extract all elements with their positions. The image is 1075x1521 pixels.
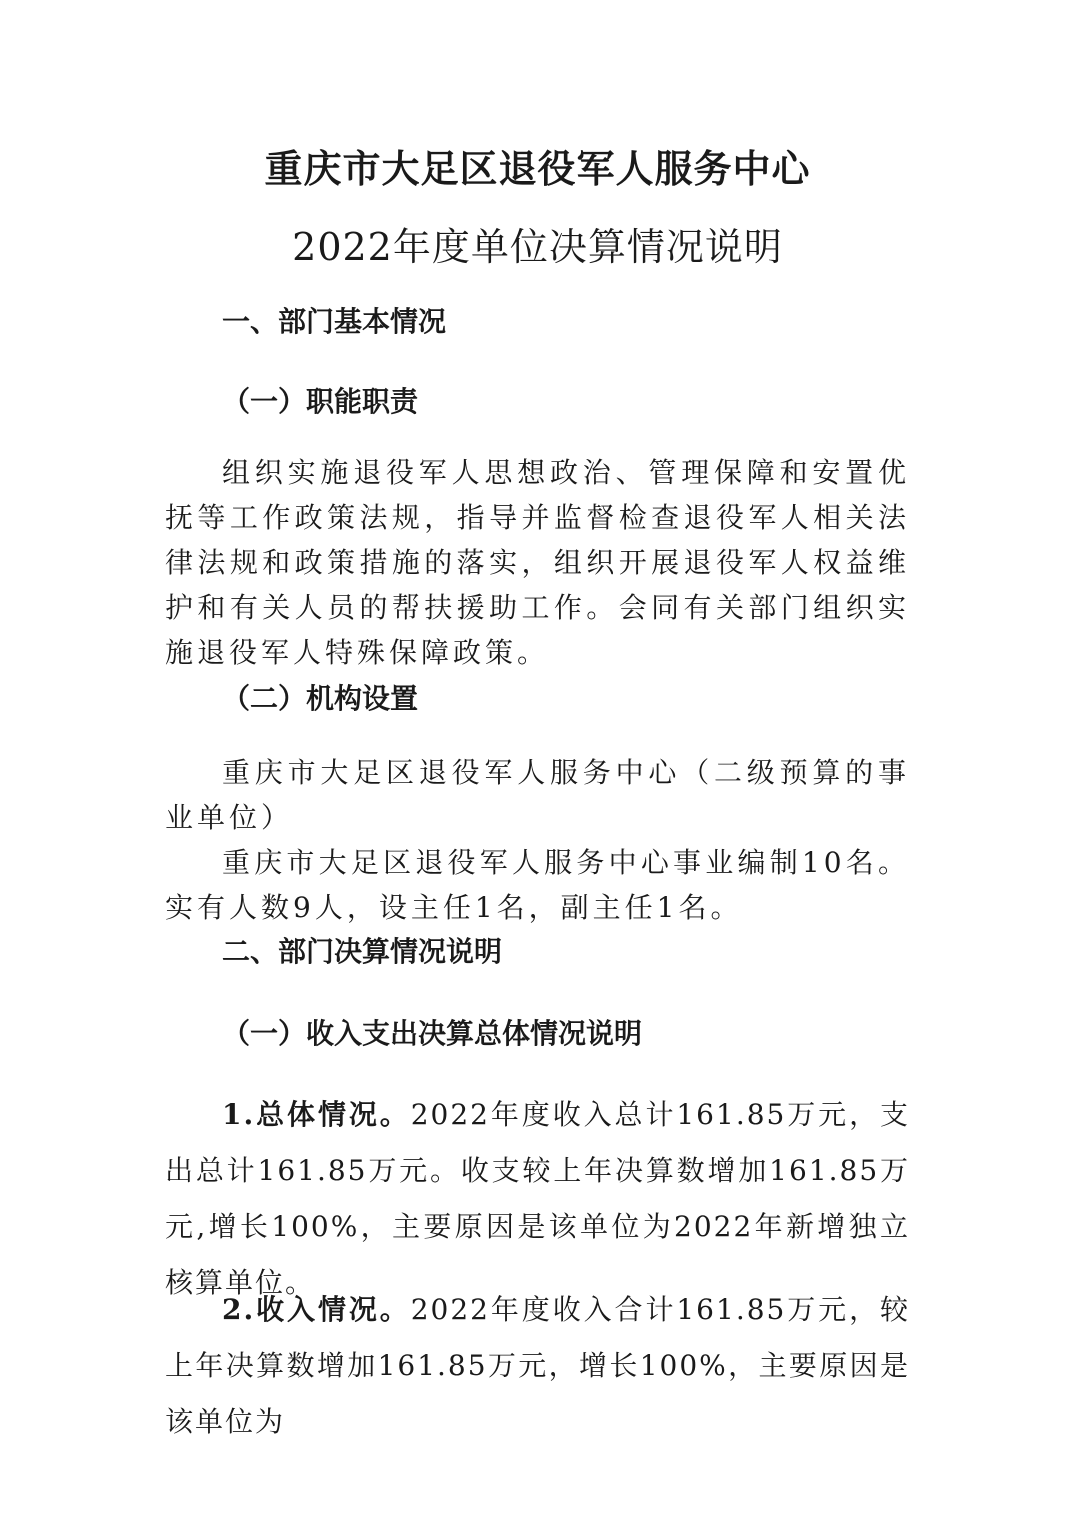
document-title: 重庆市大足区退役军人服务中心 bbox=[264, 146, 811, 191]
paragraph-income-lead: 2.收入情况。 bbox=[222, 1293, 411, 1326]
subheading-organization: （二）机构设置 bbox=[222, 682, 419, 715]
paragraph-overall bbox=[165, 1087, 910, 1311]
paragraph-income-text: 2022年度收入合计161.85万元，较上年决算数增加161.85万元，增长100%，主要原因是该单位为 bbox=[165, 1293, 911, 1438]
section-heading-final-accounts: 二、部门决算情况说明 bbox=[222, 935, 503, 968]
paragraph-organization-staff: 重庆市大足区退役军人服务中心事业编制10名。实有人数9人，设主任1名，副主任1名。 bbox=[165, 846, 910, 924]
paragraph-income bbox=[165, 1282, 910, 1450]
paragraph-organization-unit: 重庆市大足区退役军人服务中心（二级预算的事业单位） bbox=[165, 756, 910, 834]
paragraph-overall-lead: 1.总体情况。 bbox=[222, 1098, 411, 1131]
section-heading-basic-info: 一、部门基本情况 bbox=[222, 305, 447, 338]
subheading-income-expense-overview: （一）收入支出决算总体情况说明 bbox=[222, 1017, 643, 1050]
subheading-functions: （一）职能职责 bbox=[222, 385, 419, 418]
paragraph-functions: 组织实施退役军人思想政治、管理保障和安置优抚等工作政策法规，指导并监督检查退役军人相关法律法规和政策措施的落实，组织开展退役军人权益维护和有关人员的帮扶援助工作。会同有关部门组织实施退役军人特殊保障政策。 bbox=[165, 456, 910, 669]
paragraph-overall-text: 2022年度收入总计161.85万元，支出总计161.85万元。收支较上年决算数增加161.85万元,增长100%，主要原因是该单位为2022年新增独立核算单位。 bbox=[165, 1098, 911, 1299]
document-subtitle: 2022年度单位决算情况说明 bbox=[292, 225, 783, 269]
